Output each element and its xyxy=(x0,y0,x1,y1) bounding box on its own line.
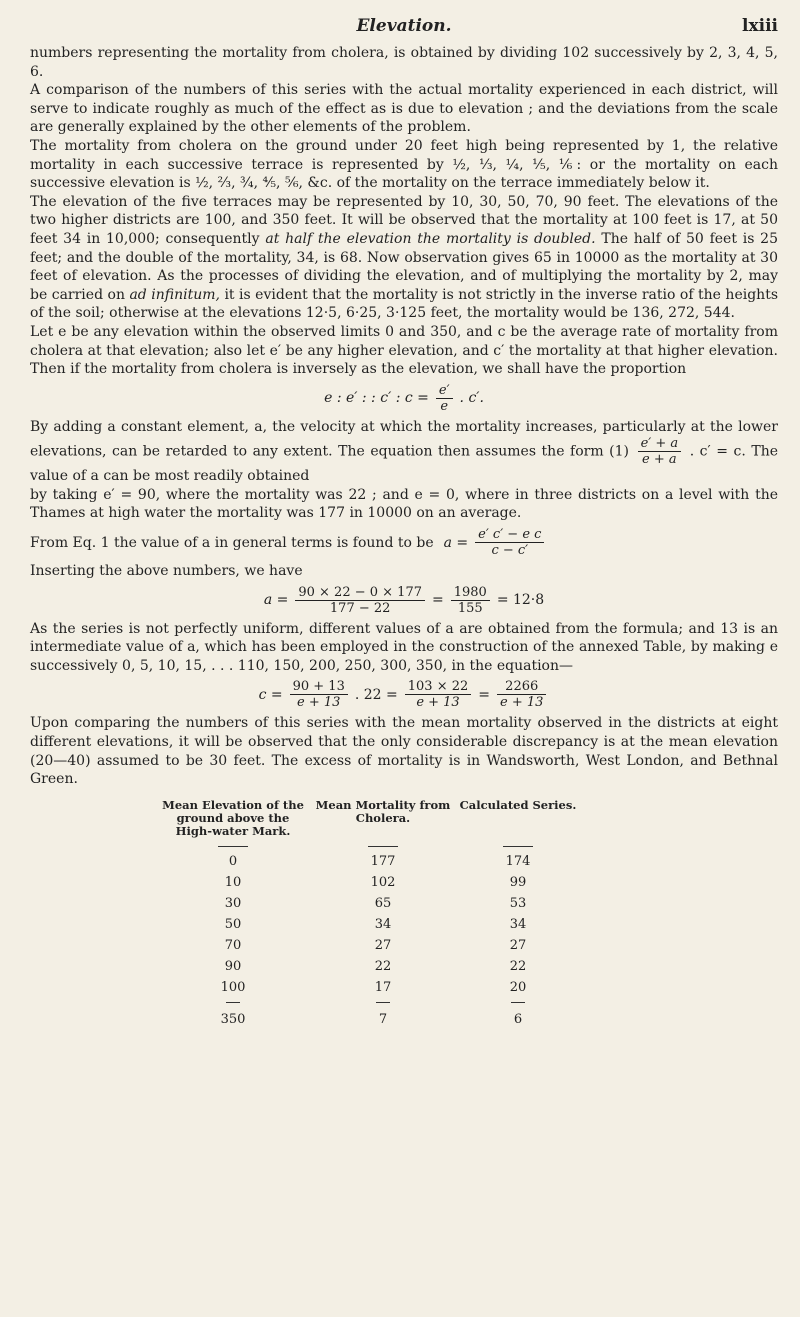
cell-elevation: 350 xyxy=(220,1011,246,1027)
paragraph-9: Inserting the above numbers, we have xyxy=(30,563,303,580)
total-rules xyxy=(158,1002,578,1003)
header-calculated: Calculated Series. xyxy=(459,797,577,812)
cell-elevation: 10 xyxy=(224,874,242,890)
form-numerator: e′ + a xyxy=(638,436,682,452)
table-header xyxy=(158,799,578,838)
cell-elevation: 30 xyxy=(224,895,242,911)
rule xyxy=(376,1002,390,1003)
running-head xyxy=(30,0,778,44)
rule xyxy=(368,846,398,847)
table-body xyxy=(158,851,578,998)
series-denominator-2: e + 13 xyxy=(416,695,460,711)
series-c: c = xyxy=(258,686,283,703)
table-row xyxy=(158,893,578,914)
table-row xyxy=(158,851,578,872)
table-row xyxy=(158,956,578,977)
page-number: lxiii xyxy=(742,16,778,36)
a-general-line xyxy=(30,527,778,558)
a-equals: a = xyxy=(443,534,469,551)
inserted-a: a = xyxy=(263,592,289,609)
table-row xyxy=(158,914,578,935)
series-numerator-1: 90 + 13 xyxy=(290,679,348,695)
series-equation xyxy=(30,679,778,710)
cell-mortality: 65 xyxy=(374,895,392,911)
paragraph-4 xyxy=(30,193,778,323)
rule xyxy=(226,1002,240,1003)
paragraph-4-part-b: The half of 50 feet is 25 feet; and the double of the mortality, 34, is 68. Now observation gives 65 in 10000 as the mortality at 30 feet of elevation. As the processes of dividing the elevation, and of multiplying the mortality by 2, may be carried on xyxy=(30,230,778,303)
paragraph-6-part-a: By adding a constant element, a, the velocity at which the mortality increases, particularly at the lower elevations, can be retarded to any extent. The equation then assumes the form (1) xyxy=(30,418,778,460)
rule xyxy=(511,1002,525,1003)
table-row xyxy=(158,935,578,956)
proportion-right: . c′. xyxy=(459,390,484,407)
cell-elevation: 70 xyxy=(224,937,242,953)
inserted-fraction-2 xyxy=(451,585,490,616)
cell-mortality: 177 xyxy=(370,853,396,869)
inserted-denominator-2: 155 xyxy=(457,600,483,616)
paragraph-10: As the series is not perfectly uniform, different values of a are obtained from the formula; and 13 is an intermediate value of a, which has been employed in the construction of the annexed Table, by making e successively 0, 5, 10, 15, . . . 110, 150, 200, 250, 300, 350, in the equation— xyxy=(30,620,778,674)
series-denominator-3: e + 13 xyxy=(500,695,544,711)
cell-elevation: 0 xyxy=(228,853,238,869)
cell-calculated: 20 xyxy=(509,979,527,995)
proportion-left: e : e′ : : c′ : c = xyxy=(324,390,429,407)
cell-calculated: 27 xyxy=(509,937,527,953)
series-numerator-2: 103 × 22 xyxy=(405,679,472,695)
series-multiplier: . 22 = xyxy=(354,686,398,703)
table-row xyxy=(158,872,578,893)
inserted-equals: = xyxy=(431,592,444,609)
cell-calculated: 53 xyxy=(509,895,527,911)
inserted-numerator: 90 × 22 − 0 × 177 xyxy=(295,585,425,601)
a-general-denominator: c − c′ xyxy=(491,543,529,559)
form-fraction xyxy=(638,436,682,467)
inserted-fraction xyxy=(295,585,425,616)
series-fraction-3 xyxy=(497,679,546,710)
paragraph-11: Upon comparing the numbers of this series with the mean mortality observed in the districts at eight different elevations, it will be observed that the only considerable discrepancy is at the mean elevation (20—40) assumed to be 30 feet. The excess of mortality is in Wandsworth, West London, and Bethnal Green. xyxy=(30,715,778,788)
mortality-table xyxy=(158,799,578,1030)
cell-mortality: 102 xyxy=(370,874,396,890)
series-denominator-1: e + 13 xyxy=(297,695,341,711)
paragraph-6-part-b: . c′ = c. The value of a can be most readily obtained xyxy=(30,443,779,485)
cell-mortality: 34 xyxy=(374,916,392,932)
rule xyxy=(503,846,533,847)
inserted-result: = 12·8 xyxy=(496,592,545,609)
cell-mortality: 17 xyxy=(374,979,392,995)
running-title: Elevation. xyxy=(356,16,452,36)
series-numerator-3: 2266 xyxy=(497,679,546,695)
header-elevation: Mean Elevation of the ground above the High-water Mark. xyxy=(162,797,304,838)
proportion-numerator: e′ xyxy=(436,383,453,399)
inserted-denominator: 177 − 22 xyxy=(329,600,391,616)
paragraph-8: From Eq. 1 the value of a in general terms is found to be xyxy=(30,534,434,551)
proportion-denominator: e xyxy=(440,398,449,414)
form-denominator: e + a xyxy=(642,452,677,468)
cell-elevation: 50 xyxy=(224,916,242,932)
cell-elevation: 90 xyxy=(224,958,242,974)
a-general-fraction xyxy=(475,527,544,558)
paragraph-6 xyxy=(30,418,778,486)
inserted-numerator-2: 1980 xyxy=(451,585,490,601)
cell-elevation: 100 xyxy=(220,979,246,995)
series-equals: = xyxy=(478,686,491,703)
rule xyxy=(218,846,248,847)
cell-calculated: 99 xyxy=(509,874,527,890)
cell-calculated: 34 xyxy=(509,916,527,932)
header-mortality: Mean Mortality from Cholera. xyxy=(315,797,451,825)
paragraph-3: The mortality from cholera on the ground under 20 feet high being represented by 1, the relative mortality in each successive terrace is represented by ½, ⅓, ¼, ⅕, ⅙: or the mortality on each successive elevation is ½, ⅔, ¾, ⅘, ⅚, &c. of the mortality on the terrace immediately below it. xyxy=(30,137,778,192)
table-row-last xyxy=(158,1009,578,1030)
paragraph-4-italic: at half the elevation the mortality is doubled. xyxy=(265,230,596,247)
a-general-numerator: e′ c′ − e c xyxy=(475,527,544,543)
cell-calculated: 22 xyxy=(509,958,527,974)
cell-mortality: 22 xyxy=(374,958,392,974)
paragraph-1: numbers representing the mortality from cholera, is obtained by dividing 102 successively by 2, 3, 4, 5, 6. xyxy=(30,45,778,80)
header-rules xyxy=(158,846,578,847)
cell-mortality: 7 xyxy=(378,1011,388,1027)
paragraph-7: by taking e′ = 90, where the mortality was 22 ; and e = 0, where in three districts on a level with the Thames at high water the mortality was 177 in 10000 on an average. xyxy=(30,486,778,522)
cell-mortality: 27 xyxy=(374,937,392,953)
series-fraction-1 xyxy=(290,679,348,710)
cell-calculated: 6 xyxy=(513,1011,523,1027)
paragraph-4-part-a: The elevation of the five terraces may be represented by 10, 30, 50, 70, 90 feet. The elevations of the two higher districts are 100, and 350 feet. It will be observed that the mortality at 100 feet is 17, at 50 feet 34 in 10,000; consequently xyxy=(30,193,778,247)
paragraph-4-italic-2: ad infinitum, xyxy=(129,286,220,303)
proportion-equation xyxy=(30,383,778,414)
cell-calculated: 174 xyxy=(505,853,531,869)
series-fraction-2 xyxy=(405,679,472,710)
paragraph-4-part-c: it is evident that the mortality is not strictly in the inverse ratio of the heights of the soil; otherwise at the elevations 12·5, 6·25, 3·125 feet, the mortality would be 136, 272, 544. xyxy=(30,286,779,322)
proportion-fraction xyxy=(436,383,453,414)
paragraph-5: Let e be any elevation within the observed limits 0 and 350, and c be the average rate of mortality from cholera at that elevation; also let e′ be any higher elevation, and c′ the mortality at that higher elevation. Then if the mortality from cholera is inversely as the elevation, we shall have the proportion xyxy=(30,323,778,378)
inserted-equation xyxy=(30,585,778,616)
table-row xyxy=(158,977,578,998)
page xyxy=(30,0,778,1030)
paragraph-2: A comparison of the numbers of this series with the actual mortality experienced in each district, will serve to indicate roughly as much of the effect as is due to elevation ; and the deviations from the scale are generally explained by the other elements of the problem. xyxy=(30,82,778,136)
